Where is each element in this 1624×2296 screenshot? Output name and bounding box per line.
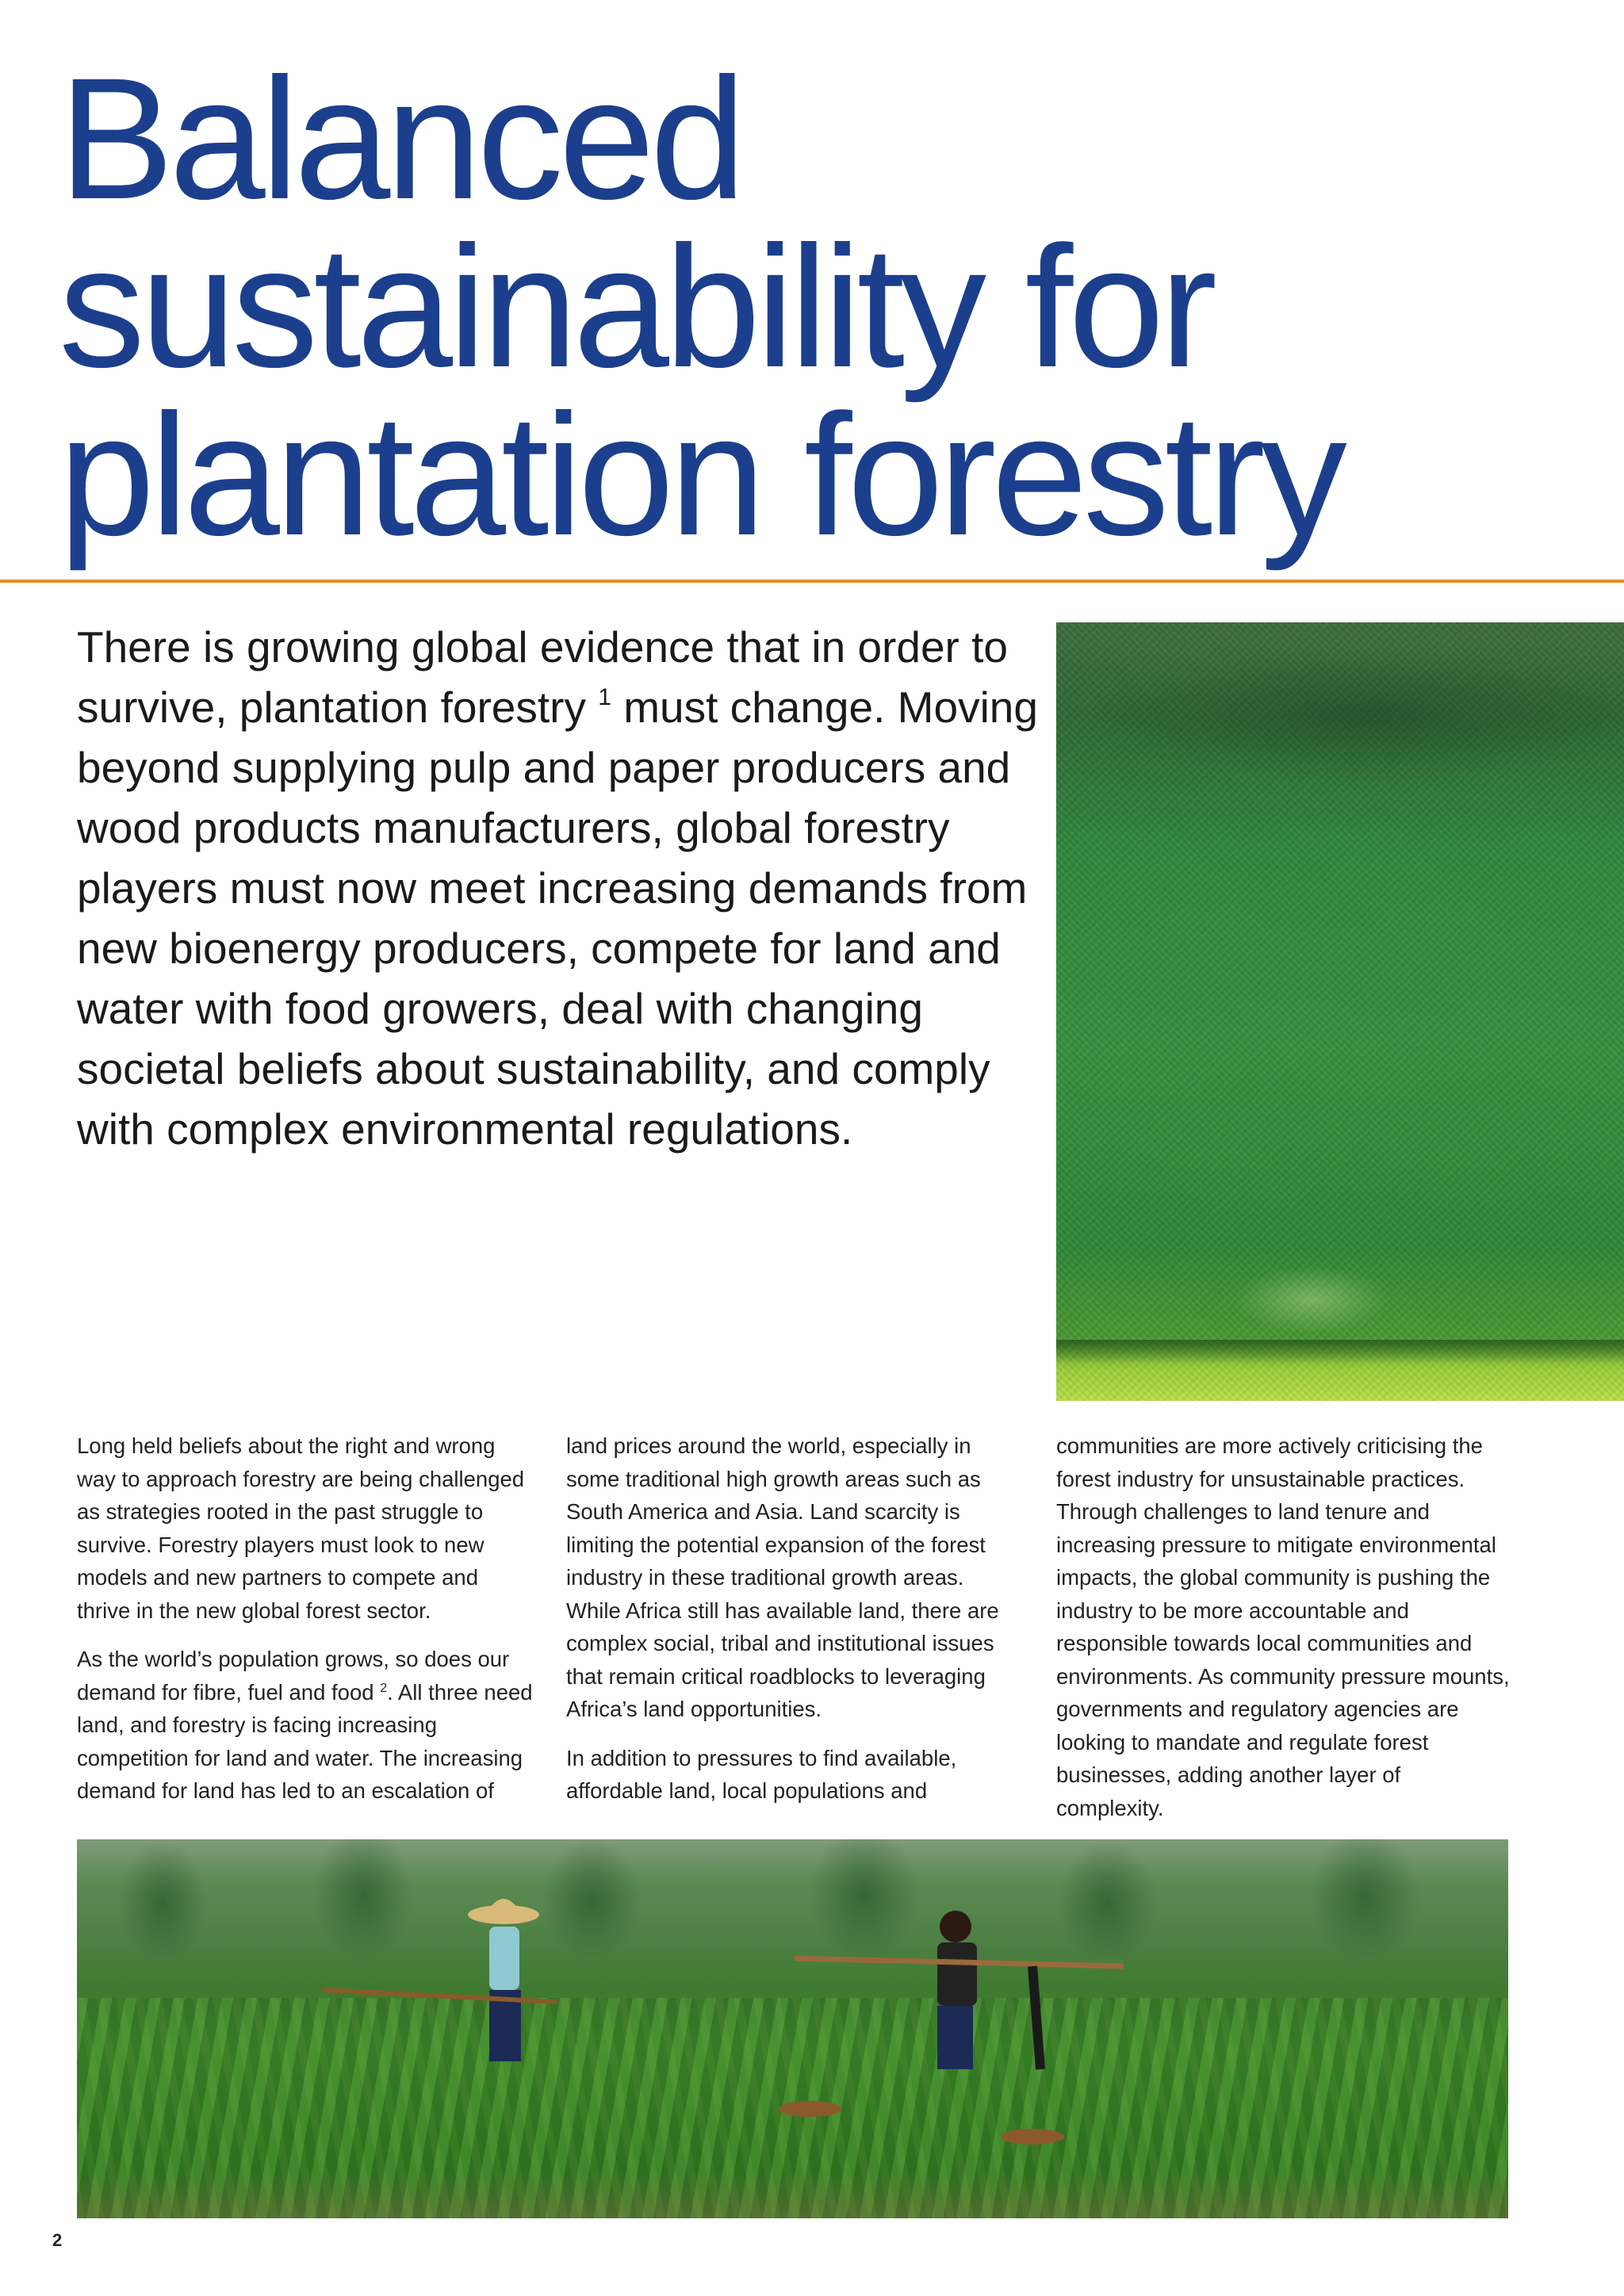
orange-divider [0, 580, 1624, 583]
paragraph: land prices around the world, especially in some traditional high growth areas such as South America and Asia. Land scarcity is limiting the potential expansion of the forest industry in these traditional growth areas. While Africa still has available land, there are complex social, tribal and institutional issues that remain critical roadblocks to leveraging Africa’s land opportunities. [566, 1433, 999, 1721]
footnote-ref-1: 1 [598, 684, 611, 710]
paragraph: Long held beliefs about the right and wrong way to approach forestry are being challenged as strategies rooted in the past struggle to survive. Forestry players must look to new models and new partners to compete and thrive in the new global forest sector. [77, 1433, 525, 1623]
lead-paragraph [77, 617, 1044, 1159]
paragraph: In addition to pressures to find available, affordable land, local populations and [566, 1745, 957, 1803]
title-line-2: sustainability for [59, 211, 1213, 404]
lead-text-1: There is growing global evidence that in order to survive, plantation forestry [77, 622, 1009, 732]
paragraph: communities are more actively criticising the forest industry for unsustainable practices. Through challenges to land tenure and increasing pressure to mitigate environmental impacts, the global community is pushing the industry to be more accountable and responsible towards local communities and environments. As community pressure mounts, governments and regulatory agencies are looking to mandate and regulate forest businesses, adding another layer of complexity. [1056, 1433, 1510, 1820]
paragraph-text: . All three need land, and forestry is facing increasing competition for land and water. The increasing demand for land has led to an escalation of [77, 1679, 533, 1803]
farmers-field-photo [77, 1839, 1508, 2218]
farmers-illustration [77, 1839, 1508, 2218]
paragraph [77, 1643, 533, 1808]
page-title [59, 43, 1407, 572]
body-column-1 [77, 1429, 533, 1823]
title-line-1: Balanced [59, 43, 742, 235]
footnote-ref-2: 2 [380, 1681, 388, 1695]
body-column-2 [566, 1429, 1022, 1823]
forest-plantation-photo [1056, 622, 1624, 1401]
paragraph-text: As the world’s population grows, so does our demand for fibre, fuel and food [77, 1647, 510, 1705]
body-column-3 [1056, 1429, 1512, 1840]
lead-text-2: must change. Moving beyond supplying pulp and paper producers and wood products manufacturers, global forestry players must now meet increasing demands from new bioenergy producers, compete for land and water with food growers, deal with changing societal beliefs about sustainability, and comply with complex environmental regulations. [77, 683, 1038, 1154]
title-line-3: plantation forestry [59, 379, 1342, 572]
page-number: 2 [52, 2230, 63, 2250]
